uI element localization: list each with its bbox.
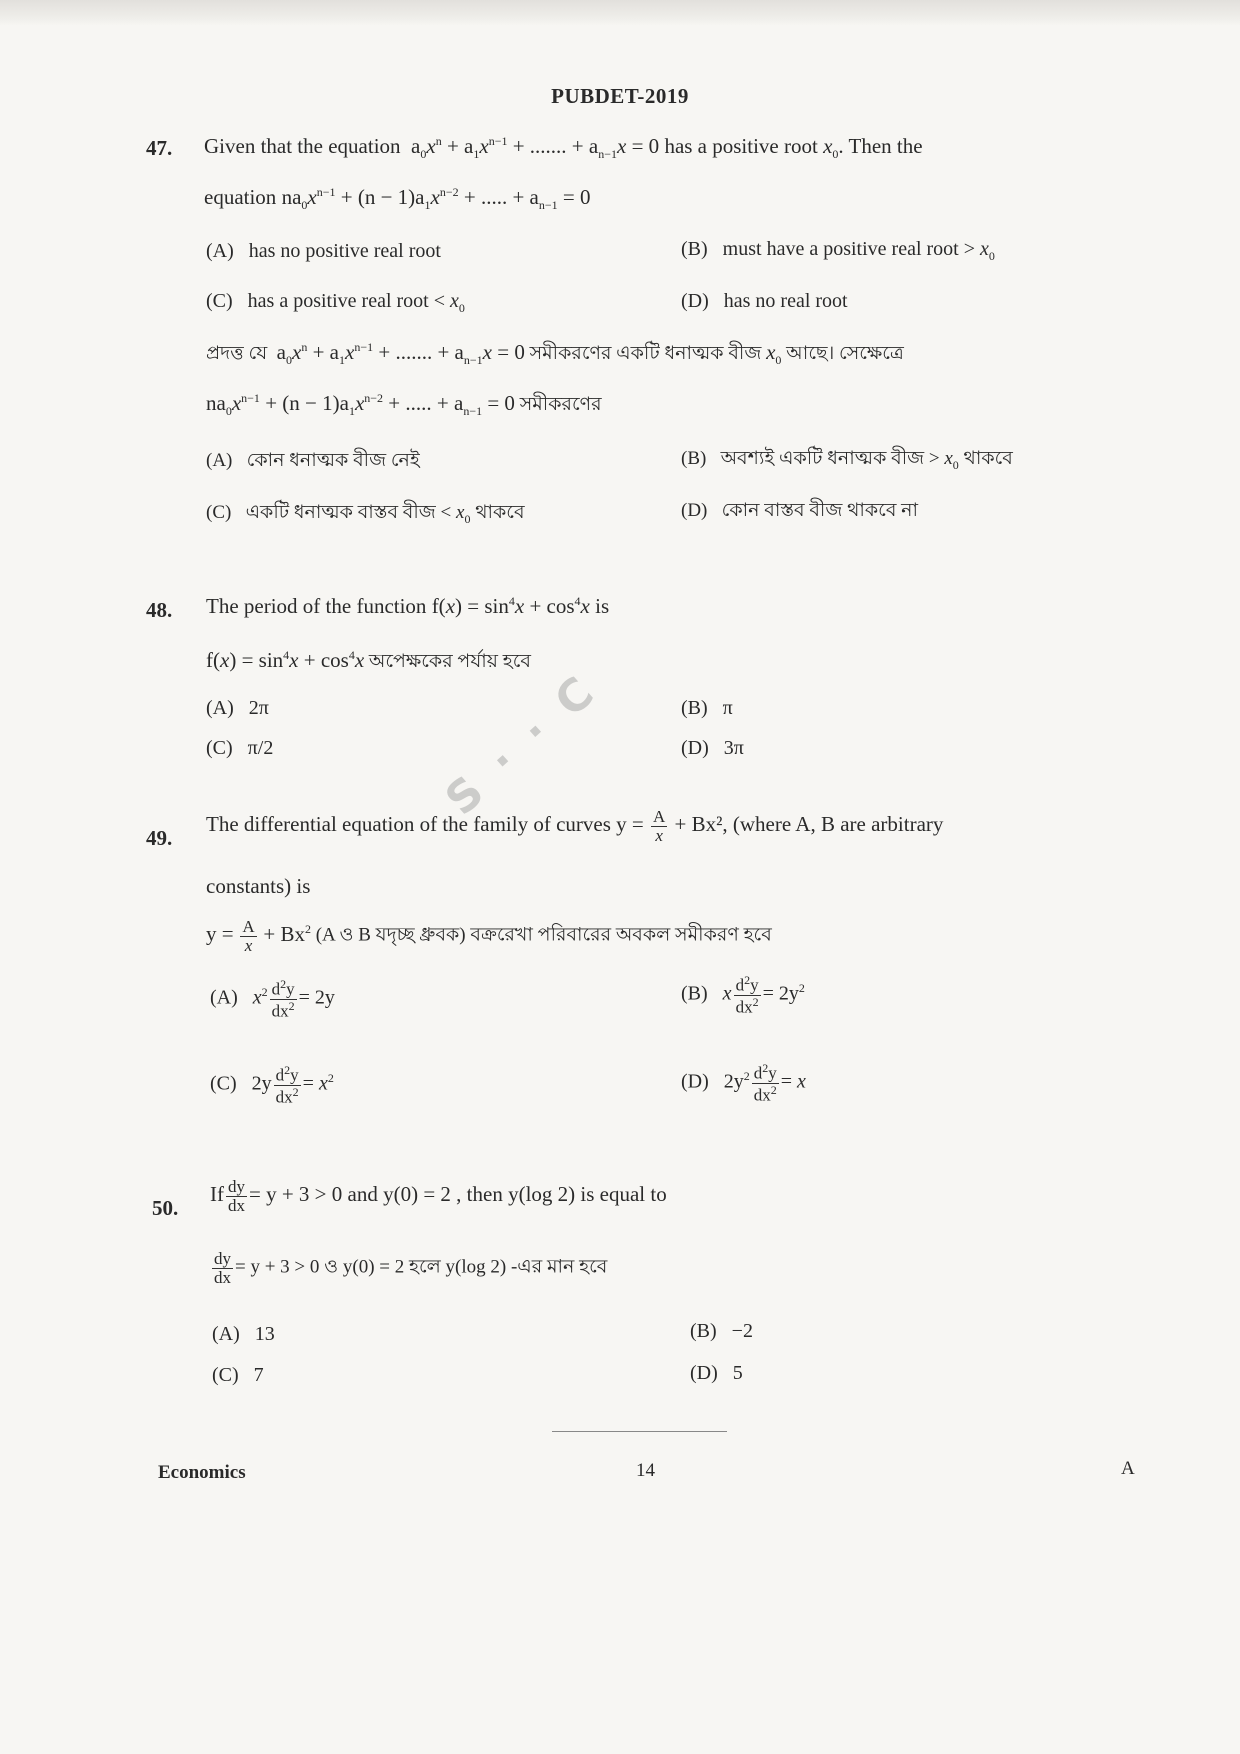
question-set-label: A xyxy=(1121,1458,1135,1479)
q47-text: equation xyxy=(204,185,277,209)
option-a: (A) 13 xyxy=(212,1323,275,1345)
question-number: 48. xyxy=(146,598,173,622)
option-a: (A) $x^2$ $\frac{d^2y}{dx^2}$ = 2y xyxy=(210,977,335,1021)
option-b-bengali: (B) অবশ্যই একটি ধনাত্মক বীজ > $x_0$ থাকবে xyxy=(681,448,1013,472)
option-d-bengali: (D) কোন বাস্তব বীজ থাকবে না xyxy=(681,500,918,521)
q47-equation: $na_0x^{n-1} + (n - 1)a_1x^{n-2}$ + ..... + $a_{n-1} = 0$ xyxy=(281,185,591,213)
option-d: (D) $2y^2$ $\frac{d^2y}{dx^2}$ = x xyxy=(681,1061,806,1105)
option-d: (D) 3π xyxy=(681,737,744,759)
question-50-text: If $\frac{dy}{dx}$ = y + 3 > 0 and y(0) = 2 , then y(log 2) is equal to xyxy=(210,1177,667,1215)
option-d: (D) 5 xyxy=(690,1362,743,1384)
question-50-bengali: $\frac{dy}{dx}$ = y + 3 > 0 ও y(0) = 2 হলে y(log 2) -এর মান হবে xyxy=(214,1249,608,1287)
question-number: 47. xyxy=(146,136,173,160)
question-49-text-line1: The differential equation of the family of curves y = $\frac{A}{x}$ + Bx², (where A, B are arbitrary xyxy=(206,807,944,845)
q47-text: . Then the xyxy=(838,134,923,158)
option-b: (B) x $\frac{d^2y}{dx^2}$ = $2y^2$ xyxy=(681,973,805,1017)
q47-text: has a positive root xyxy=(664,134,818,158)
question-49-text-line2: constants) is xyxy=(206,874,311,898)
option-c: (C) 2y $\frac{d^2y}{dx^2}$ = $x^2$ xyxy=(210,1063,334,1107)
option-a-bengali: (A) কোন ধনাত্মক বীজ নেই xyxy=(206,450,420,471)
question-number: 49. xyxy=(146,826,173,850)
q47-text: Given that the equation xyxy=(204,134,401,158)
section-divider xyxy=(552,1431,727,1432)
question-47-text-line2 xyxy=(204,185,591,213)
option-b: (B) must have a positive real root > $x_0$ xyxy=(681,238,995,263)
page-number: 14 xyxy=(636,1460,655,1481)
scan-top-strip xyxy=(0,0,1240,26)
question-48-bengali: $f(x) = \sin^4x + \cos^4x$ অপেক্ষকের পর্যায় হবে xyxy=(206,648,531,672)
option-b: (B) −2 xyxy=(690,1320,753,1342)
watermark-stamp: S · · C xyxy=(436,663,608,826)
option-b: (B) π xyxy=(681,697,733,719)
option-c: (C) has a positive real root < $x_0$ xyxy=(206,290,465,315)
option-a: (A) has no positive real root xyxy=(206,240,441,262)
question-47-text-line1: Given that the equation $a_0x^n + a_1x^{n-1}$ + ....... + $a_{n-1}x = 0$ has a positive root $x_0$. Then the xyxy=(204,134,923,162)
option-d: (D) has no real root xyxy=(681,290,848,312)
option-c: (C) π/2 xyxy=(206,737,274,759)
question-number: 50. xyxy=(152,1196,179,1220)
option-c-bengali: (C) একটি ধনাত্মক বাস্তব বীজ < $x_0$ থাকবে xyxy=(206,502,525,526)
question-47-bengali-line2: $na_0x^{n-1} + (n - 1)a_1x^{n-2}$ + ..... + $a_{n-1} = 0$ সমীকরণের xyxy=(206,391,602,419)
q47-equation: $a_0x^n + a_1x^{n-1}$ + ....... + $a_{n-1}x = 0$ xyxy=(411,134,660,162)
footer-subject: Economics xyxy=(158,1462,246,1483)
question-47-bengali-line1: প্রদত্ত যে $a_0x^n + a_1x^{n-1}$ + ....... + $a_{n-1}x = 0$ সমীকরণের একটি ধনাত্মক বীজ $x_0$ আছে। সেক্ষেত্রে xyxy=(206,340,904,368)
option-a: (A) 2π xyxy=(206,697,269,719)
question-48-text: The period of the function $f(x) = \sin^4x + \cos^4x$ is xyxy=(206,594,610,618)
question-49-bengali: y = $\frac{A}{x}$ + $Bx^2$ (A ও B যদৃচ্ছ ধ্রুবক) বক্ররেখা পরিবারের অবকল সমীকরণ হবে xyxy=(206,917,772,955)
option-c: (C) 7 xyxy=(212,1364,264,1386)
page-header: PUBDET-2019 xyxy=(551,84,689,108)
